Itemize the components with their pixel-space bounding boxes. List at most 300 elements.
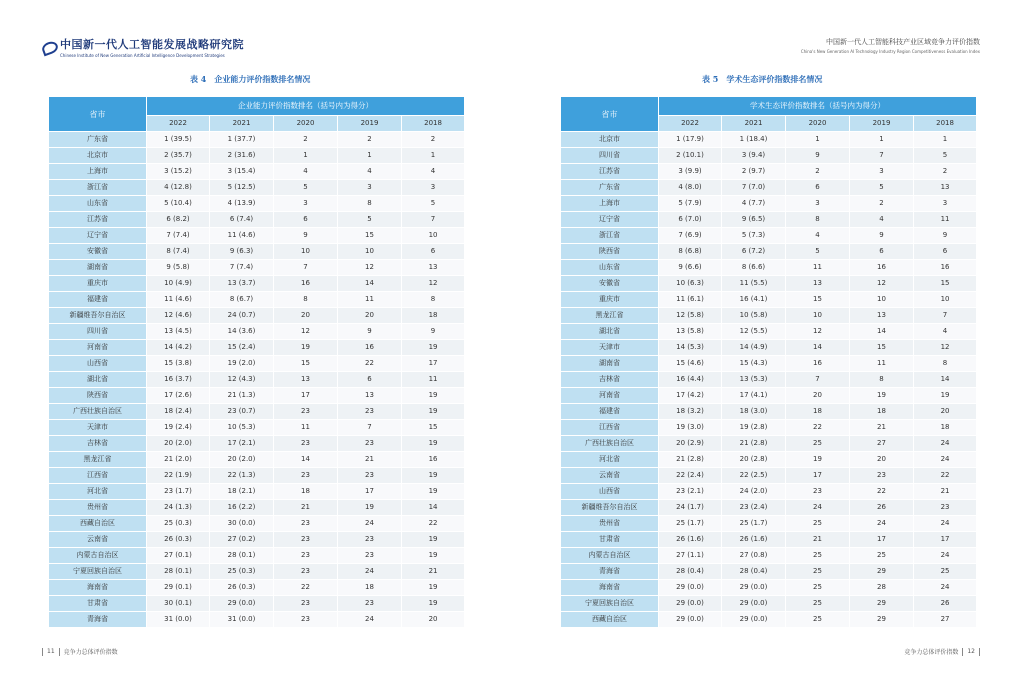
province-cell: 河北省: [561, 452, 659, 468]
province-cell: 甘肃省: [561, 532, 659, 548]
rank-cell: 24: [338, 516, 402, 532]
rank-cell: 9: [914, 228, 977, 244]
rank-cell: 19: [402, 388, 465, 404]
rank-cell: 18: [338, 580, 402, 596]
rank-cell: 20: [402, 612, 465, 628]
rank-cell: 4 (8.0): [659, 180, 722, 196]
table-row: [49, 612, 465, 628]
rank-cell: 12: [850, 276, 914, 292]
province-cell: 贵州省: [561, 516, 659, 532]
province-cell: 江苏省: [561, 164, 659, 180]
rank-cell: 24: [914, 436, 977, 452]
rank-cell: 2: [786, 164, 850, 180]
rank-cell: 15: [274, 356, 338, 372]
rank-cell: 23 (2.4): [722, 500, 786, 516]
rank-cell: 20: [850, 452, 914, 468]
rank-cell: 21: [786, 532, 850, 548]
province-cell: 海南省: [49, 580, 147, 596]
province-cell: 新疆维吾尔自治区: [49, 308, 147, 324]
rank-cell: 19 (2.4): [147, 420, 210, 436]
rank-cell: 13 (4.5): [147, 324, 210, 340]
year-header: 2022: [659, 116, 722, 132]
province-cell: 河南省: [49, 340, 147, 356]
rank-cell: 1 (39.5): [147, 132, 210, 148]
rank-cell: 22 (1.3): [210, 468, 274, 484]
rank-cell: 14: [914, 372, 977, 388]
year-header: 2018: [914, 116, 977, 132]
rank-cell: 19: [338, 500, 402, 516]
rank-cell: 14 (4.2): [147, 340, 210, 356]
rank-cell: 10 (4.9): [147, 276, 210, 292]
rank-cell: 5 (10.4): [147, 196, 210, 212]
rank-cell: 4: [402, 164, 465, 180]
table-row: [49, 388, 465, 404]
province-cell: 海南省: [561, 580, 659, 596]
province-cell: 西藏自治区: [561, 612, 659, 628]
rank-cell: 23: [274, 468, 338, 484]
rank-cell: 20 (2.0): [210, 452, 274, 468]
year-header: 2021: [722, 116, 786, 132]
rank-cell: 12: [274, 324, 338, 340]
group-column-header: 学术生态评价指数排名（括号内为得分）: [659, 97, 977, 116]
rank-cell: 25 (0.3): [210, 564, 274, 580]
rank-cell: 18: [402, 308, 465, 324]
rank-cell: 3 (15.2): [147, 164, 210, 180]
rank-cell: 8: [850, 372, 914, 388]
page-number-left: 11: [47, 648, 55, 655]
table-row: [49, 212, 465, 228]
rank-cell: 8 (6.7): [210, 292, 274, 308]
table-row: [561, 356, 977, 372]
table-row: [49, 436, 465, 452]
province-cell: 新疆维吾尔自治区: [561, 500, 659, 516]
table-row: [561, 436, 977, 452]
rank-cell: 17 (4.2): [659, 388, 722, 404]
rank-cell: 17: [786, 468, 850, 484]
rank-cell: 9: [338, 324, 402, 340]
rank-cell: 16: [786, 356, 850, 372]
province-cell: 宁夏回族自治区: [561, 596, 659, 612]
rank-cell: 18 (2.4): [147, 404, 210, 420]
rank-cell: 23 (2.1): [659, 484, 722, 500]
rank-cell: 24: [338, 612, 402, 628]
table-row: [49, 292, 465, 308]
rank-cell: 19: [402, 404, 465, 420]
report-title-cn: 中国新一代人工智能科技产业区域竞争力评价指数: [826, 38, 980, 46]
table-row: [561, 564, 977, 580]
rank-cell: 17: [850, 532, 914, 548]
rank-cell: 22: [850, 484, 914, 500]
rank-cell: 15: [786, 292, 850, 308]
province-cell: 陕西省: [561, 244, 659, 260]
year-header: 2022: [147, 116, 210, 132]
rank-cell: 23: [274, 548, 338, 564]
academic-ecosystem-table: [560, 96, 977, 628]
rank-cell: 9: [850, 228, 914, 244]
rank-cell: 21: [914, 484, 977, 500]
rank-cell: 20: [786, 388, 850, 404]
rank-cell: 20 (2.8): [722, 452, 786, 468]
rank-cell: 20: [914, 404, 977, 420]
rank-cell: 28 (0.4): [722, 564, 786, 580]
rank-cell: 18 (3.0): [722, 404, 786, 420]
rank-cell: 19: [402, 532, 465, 548]
rank-cell: 23: [338, 532, 402, 548]
table-row: [49, 324, 465, 340]
rank-cell: 17 (2.6): [147, 388, 210, 404]
rank-cell: 6 (8.2): [147, 212, 210, 228]
rank-cell: 3: [914, 196, 977, 212]
province-cell: 黑龙江省: [49, 452, 147, 468]
rank-cell: 9: [274, 228, 338, 244]
rank-cell: 22 (1.9): [147, 468, 210, 484]
province-cell: 湖北省: [561, 324, 659, 340]
rank-cell: 21: [850, 420, 914, 436]
table-row: [49, 548, 465, 564]
table-row: [49, 148, 465, 164]
province-cell: 河北省: [49, 484, 147, 500]
rank-cell: 2 (35.7): [147, 148, 210, 164]
rank-cell: 28 (0.1): [210, 548, 274, 564]
rank-cell: 6 (7.0): [659, 212, 722, 228]
rank-cell: 17: [338, 484, 402, 500]
rank-cell: 19: [786, 452, 850, 468]
rank-cell: 24: [786, 500, 850, 516]
table-row: [49, 420, 465, 436]
rank-cell: 23: [914, 500, 977, 516]
footer-right: [904, 647, 980, 656]
province-cell: 辽宁省: [49, 228, 147, 244]
table-row: [49, 132, 465, 148]
rank-cell: 2 (10.1): [659, 148, 722, 164]
rank-cell: 18 (3.2): [659, 404, 722, 420]
rank-cell: 4: [850, 212, 914, 228]
rank-cell: 6 (7.4): [210, 212, 274, 228]
org-name-block: [60, 36, 244, 58]
rank-cell: 3: [338, 180, 402, 196]
rank-cell: 24: [914, 580, 977, 596]
rank-cell: 14 (5.3): [659, 340, 722, 356]
province-cell: 北京市: [561, 132, 659, 148]
province-cell: 重庆市: [561, 292, 659, 308]
table-row: [561, 516, 977, 532]
province-cell: 广西壮族自治区: [561, 436, 659, 452]
divider: [979, 648, 980, 656]
province-cell: 重庆市: [49, 276, 147, 292]
rank-cell: 14: [850, 324, 914, 340]
rank-cell: 23: [338, 436, 402, 452]
province-column-header: 省市: [561, 97, 659, 132]
rank-cell: 10: [338, 244, 402, 260]
rank-cell: 12 (5.5): [722, 324, 786, 340]
province-cell: 贵州省: [49, 500, 147, 516]
rank-cell: 27 (0.8): [722, 548, 786, 564]
rank-cell: 2 (31.6): [210, 148, 274, 164]
rank-cell: 23 (0.7): [210, 404, 274, 420]
rank-cell: 25 (1.7): [722, 516, 786, 532]
rank-cell: 10: [914, 292, 977, 308]
rank-cell: 23: [338, 596, 402, 612]
rank-cell: 1: [274, 148, 338, 164]
rank-cell: 3: [402, 180, 465, 196]
org-name-en: Chinese Institute of New Generation Artificial Intelligence Development Strategies: [60, 53, 225, 58]
rank-cell: 23: [274, 612, 338, 628]
rank-cell: 12 (4.6): [147, 308, 210, 324]
rank-cell: 25: [786, 548, 850, 564]
rank-cell: 11 (4.6): [147, 292, 210, 308]
rank-cell: 3 (9.9): [659, 164, 722, 180]
table-row: [561, 324, 977, 340]
rank-cell: 3: [786, 196, 850, 212]
rank-cell: 14: [338, 276, 402, 292]
rank-cell: 10: [786, 308, 850, 324]
report-header: [801, 37, 980, 54]
rank-cell: 11: [914, 212, 977, 228]
rank-cell: 19 (2.0): [210, 356, 274, 372]
org-name-cn: 中国新一代人工智能发展战略研究院: [60, 38, 244, 51]
rank-cell: 17 (2.1): [210, 436, 274, 452]
rank-cell: 8: [402, 292, 465, 308]
rank-cell: 24 (1.3): [147, 500, 210, 516]
rank-cell: 11: [338, 292, 402, 308]
rank-cell: 16 (3.7): [147, 372, 210, 388]
enterprise-capability-table: [48, 96, 465, 628]
province-cell: 四川省: [561, 148, 659, 164]
rank-cell: 21: [274, 500, 338, 516]
province-cell: 广东省: [561, 180, 659, 196]
rank-cell: 11: [402, 372, 465, 388]
rank-cell: 7 (6.9): [659, 228, 722, 244]
rank-cell: 3 (9.4): [722, 148, 786, 164]
table-row: [49, 500, 465, 516]
rank-cell: 24 (1.7): [659, 500, 722, 516]
rank-cell: 29 (0.0): [210, 596, 274, 612]
rank-cell: 19: [402, 548, 465, 564]
rank-cell: 10: [850, 292, 914, 308]
province-column-header: 省市: [49, 97, 147, 132]
rank-cell: 9 (6.5): [722, 212, 786, 228]
rank-cell: 16 (4.4): [659, 372, 722, 388]
province-cell: 河南省: [561, 388, 659, 404]
rank-cell: 24: [914, 516, 977, 532]
rank-cell: 23: [274, 564, 338, 580]
province-cell: 北京市: [49, 148, 147, 164]
province-cell: 青海省: [561, 564, 659, 580]
rank-cell: 11 (6.1): [659, 292, 722, 308]
rank-cell: 6: [274, 212, 338, 228]
rank-cell: 8: [914, 356, 977, 372]
table-row: [561, 580, 977, 596]
rank-cell: 15: [850, 340, 914, 356]
rank-cell: 7 (7.4): [147, 228, 210, 244]
divider: [59, 648, 60, 656]
rank-cell: 30 (0.0): [210, 516, 274, 532]
rank-cell: 17: [274, 388, 338, 404]
rank-cell: 1 (17.9): [659, 132, 722, 148]
province-cell: 江苏省: [49, 212, 147, 228]
province-cell: 上海市: [561, 196, 659, 212]
rank-cell: 4: [274, 164, 338, 180]
rank-cell: 29: [850, 612, 914, 628]
rank-cell: 13: [850, 308, 914, 324]
province-cell: 黑龙江省: [561, 308, 659, 324]
rank-cell: 3: [274, 196, 338, 212]
rank-cell: 25: [850, 548, 914, 564]
rank-cell: 6: [402, 244, 465, 260]
rank-cell: 13: [274, 372, 338, 388]
rank-cell: 11: [274, 420, 338, 436]
province-cell: 江西省: [561, 420, 659, 436]
province-cell: 陕西省: [49, 388, 147, 404]
rank-cell: 26: [914, 596, 977, 612]
table-row: [561, 260, 977, 276]
table-row: [49, 180, 465, 196]
rank-cell: 9 (6.3): [210, 244, 274, 260]
rank-cell: 5 (7.3): [722, 228, 786, 244]
rank-cell: 12: [786, 324, 850, 340]
rank-cell: 14: [274, 452, 338, 468]
table-row: [561, 212, 977, 228]
province-cell: 山西省: [49, 356, 147, 372]
table-row: [49, 356, 465, 372]
rank-cell: 1: [402, 148, 465, 164]
rank-cell: 26 (0.3): [147, 532, 210, 548]
province-cell: 内蒙古自治区: [49, 548, 147, 564]
rank-cell: 4 (12.8): [147, 180, 210, 196]
rank-cell: 13 (3.7): [210, 276, 274, 292]
rank-cell: 10 (6.3): [659, 276, 722, 292]
rank-cell: 5 (7.9): [659, 196, 722, 212]
rank-cell: 29: [850, 596, 914, 612]
province-cell: 安徽省: [561, 276, 659, 292]
rank-cell: 29 (0.0): [659, 612, 722, 628]
province-cell: 广西壮族自治区: [49, 404, 147, 420]
table-row: [561, 180, 977, 196]
footer-label-right: 竞争力总体评价指数: [904, 649, 959, 656]
rank-cell: 19: [402, 340, 465, 356]
rank-cell: 9 (6.6): [659, 260, 722, 276]
rank-cell: 19: [402, 436, 465, 452]
rank-cell: 14 (3.6): [210, 324, 274, 340]
province-cell: 福建省: [49, 292, 147, 308]
rank-cell: 5: [402, 196, 465, 212]
rank-cell: 2: [338, 132, 402, 148]
table-row: [561, 340, 977, 356]
rank-cell: 13: [914, 180, 977, 196]
table-row: [561, 612, 977, 628]
rank-cell: 5: [914, 148, 977, 164]
table-row: [561, 308, 977, 324]
rank-cell: 7 (7.0): [722, 180, 786, 196]
table-5-caption: 表 5 学术生态评价指数排名情况: [702, 74, 823, 84]
table-row: [49, 196, 465, 212]
rank-cell: 25 (0.3): [147, 516, 210, 532]
rank-cell: 19: [274, 340, 338, 356]
rank-cell: 11: [850, 356, 914, 372]
group-column-header: 企业能力评价指数排名（括号内为得分）: [147, 97, 465, 116]
rank-cell: 21: [338, 452, 402, 468]
rank-cell: 29 (0.0): [659, 580, 722, 596]
rank-cell: 4: [914, 324, 977, 340]
rank-cell: 23: [274, 596, 338, 612]
rank-cell: 12 (5.8): [659, 308, 722, 324]
rank-cell: 15 (4.6): [659, 356, 722, 372]
province-cell: 吉林省: [49, 436, 147, 452]
province-cell: 西藏自治区: [49, 516, 147, 532]
rank-cell: 21 (2.8): [659, 452, 722, 468]
table-row: [561, 228, 977, 244]
table-row: [49, 452, 465, 468]
rank-cell: 1: [914, 132, 977, 148]
rank-cell: 4: [338, 164, 402, 180]
rank-cell: 8: [274, 292, 338, 308]
table-row: [561, 164, 977, 180]
table-row: [561, 596, 977, 612]
table-row: [49, 564, 465, 580]
table-row: [561, 196, 977, 212]
rank-cell: 19: [402, 580, 465, 596]
rank-cell: 10: [274, 244, 338, 260]
rank-cell: 25 (1.7): [659, 516, 722, 532]
rank-cell: 20: [274, 308, 338, 324]
year-header: 2019: [850, 116, 914, 132]
rank-cell: 25: [786, 564, 850, 580]
rank-cell: 10 (5.8): [722, 308, 786, 324]
rank-cell: 23: [338, 468, 402, 484]
rank-cell: 23: [338, 404, 402, 420]
table-row: [561, 148, 977, 164]
rank-cell: 25: [786, 580, 850, 596]
table-row: [561, 452, 977, 468]
province-cell: 山东省: [49, 196, 147, 212]
rank-cell: 6: [338, 372, 402, 388]
table-4-caption: 表 4 企业能力评价指数排名情况: [190, 74, 311, 84]
rank-cell: 22 (2.5): [722, 468, 786, 484]
table-row: [561, 292, 977, 308]
rank-cell: 8 (6.6): [722, 260, 786, 276]
rank-cell: 13 (5.8): [659, 324, 722, 340]
rank-cell: 2: [274, 132, 338, 148]
rank-cell: 15: [402, 420, 465, 436]
rank-cell: 22: [338, 356, 402, 372]
rank-cell: 25: [914, 564, 977, 580]
rank-cell: 23: [786, 484, 850, 500]
rank-cell: 8 (6.8): [659, 244, 722, 260]
rank-cell: 7: [338, 420, 402, 436]
rank-cell: 17: [914, 532, 977, 548]
rank-cell: 30 (0.1): [147, 596, 210, 612]
province-cell: 青海省: [49, 612, 147, 628]
province-cell: 天津市: [561, 340, 659, 356]
rank-cell: 22: [402, 516, 465, 532]
rank-cell: 23: [850, 468, 914, 484]
rank-cell: 7 (7.4): [210, 260, 274, 276]
rank-cell: 25: [786, 596, 850, 612]
table-row: [561, 404, 977, 420]
rank-cell: 2: [402, 132, 465, 148]
rank-cell: 6: [786, 180, 850, 196]
table-row: [49, 516, 465, 532]
org-header: [42, 36, 244, 58]
rank-cell: 8 (7.4): [147, 244, 210, 260]
rank-cell: 29 (0.1): [147, 580, 210, 596]
rank-cell: 18: [914, 420, 977, 436]
province-cell: 湖南省: [49, 260, 147, 276]
province-cell: 云南省: [49, 532, 147, 548]
province-cell: 安徽省: [49, 244, 147, 260]
rank-cell: 16: [402, 452, 465, 468]
rank-cell: 11 (4.6): [210, 228, 274, 244]
